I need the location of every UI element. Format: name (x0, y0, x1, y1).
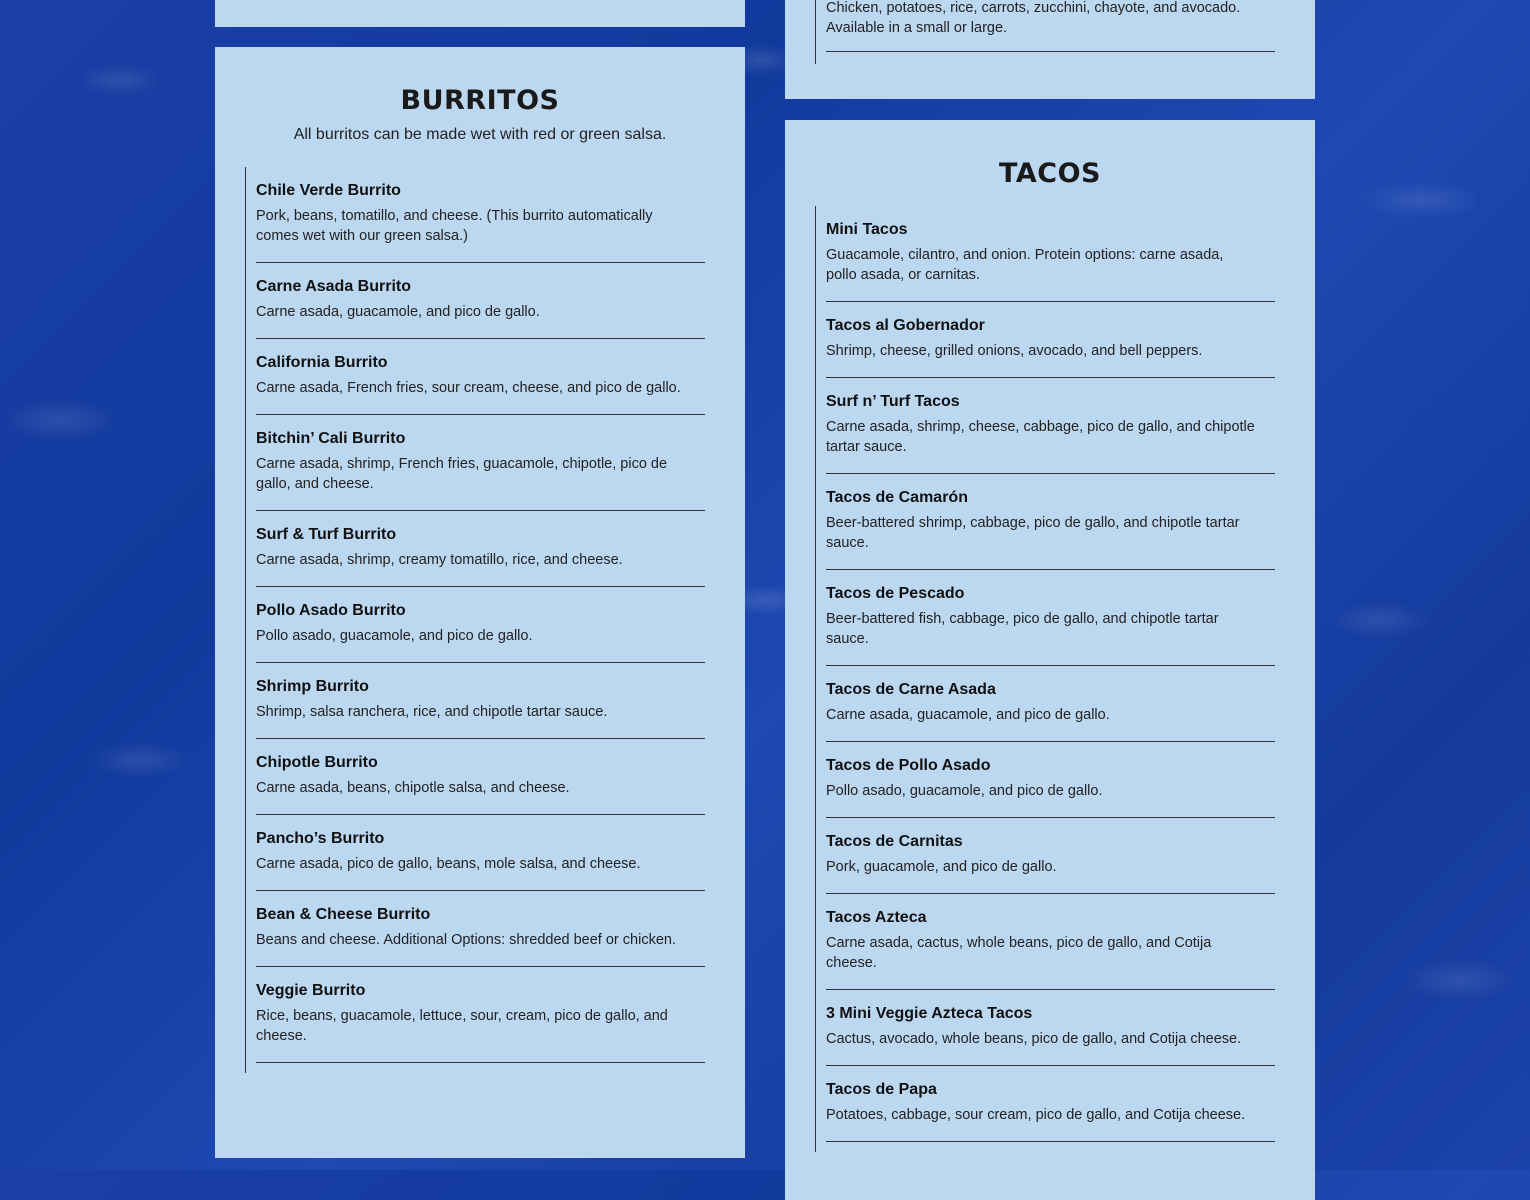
menu-item (256, 511, 705, 587)
item-name: Tacos Azteca (826, 909, 927, 926)
menu-item (826, 570, 1275, 666)
item-description: Beans and cheese. Additional Options: shredded beef or chicken. (256, 932, 676, 948)
item-name: Mini Tacos (826, 221, 908, 238)
item-description: Beer-battered fish, cabbage, pico de gallo, and chipotle tartar sauce. (826, 611, 1219, 647)
item-name: Tacos de Carne Asada (826, 681, 996, 698)
item-name: Shrimp Burrito (256, 678, 369, 695)
burritos-section (215, 47, 745, 1158)
menu-item (256, 415, 705, 511)
item-name: Tacos de Carnitas (826, 833, 963, 850)
item-description: Carne asada, cactus, whole beans, pico de gallo, and Cotija cheese. (826, 935, 1212, 971)
menu-item (256, 739, 705, 815)
list-end-spacer (816, 1142, 1275, 1152)
item-name: Pollo Asado Burrito (256, 602, 406, 619)
previous-menu-card (785, 0, 1315, 99)
menu-item (826, 990, 1275, 1066)
burritos-subtitle: All burritos can be made wet with red or green salsa. (293, 126, 667, 143)
list-end-spacer (246, 1063, 705, 1073)
item-description: Potatoes, cabbage, sour cream, pico de gallo, and Cotija cheese. (826, 1107, 1246, 1123)
item-description: Pork, beans, tomatillo, and cheese. (This burrito automatically comes wet with our green salsa.) (256, 208, 653, 244)
tacos-list (815, 206, 1275, 1152)
list-item (826, 0, 1275, 52)
menu-item (256, 263, 705, 339)
tacos-section (785, 120, 1315, 1200)
menu-item (256, 891, 705, 967)
item-description: Pollo asado, guacamole, and pico de gallo. (256, 628, 533, 644)
menu-item (826, 742, 1275, 818)
menu-item (826, 818, 1275, 894)
item-name: Chile Verde Burrito (256, 182, 401, 199)
item-description: Carne asada, shrimp, creamy tomatillo, rice, and cheese. (256, 552, 623, 568)
item-name: Tacos de Pescado (826, 585, 965, 602)
item-name: Surf & Turf Burrito (256, 526, 397, 543)
burritos-list (245, 167, 705, 1073)
item-description: Beer-battered shrimp, cabbage, pico de gallo, and chipotle tartar sauce. (826, 515, 1240, 551)
menu-item (826, 378, 1275, 474)
item-name: Pancho’s Burrito (256, 830, 385, 847)
item-description: Carne asada, beans, chipotle salsa, and cheese. (256, 780, 570, 796)
menu-item (826, 894, 1275, 990)
previous-menu-list (815, 0, 1275, 64)
item-name: Bean & Cheese Burrito (256, 906, 431, 923)
item-description: Chicken, potatoes, rice, carrots, zucchini, chayote, and avocado. Available in a small or large. (826, 0, 1241, 36)
menu-item (256, 339, 705, 415)
item-name: Bitchin’ Cali Burrito (256, 430, 406, 447)
item-name: Tacos de Camarón (826, 489, 968, 506)
menu-item (826, 666, 1275, 742)
item-description: Pollo asado, guacamole, and pico de gallo. (826, 783, 1103, 799)
item-description: Carne asada, French fries, sour cream, cheese, and pico de gallo. (256, 380, 681, 396)
menu-item (826, 474, 1275, 570)
item-name: Tacos al Gobernador (826, 317, 985, 334)
menu-item (826, 206, 1275, 302)
item-description: Rice, beans, guacamole, lettuce, sour, cream, pico de gallo, and cheese. (256, 1008, 668, 1044)
menu-item (826, 1066, 1275, 1142)
burritos-title: BURRITOS (400, 85, 560, 116)
item-description: Carne asada, shrimp, cheese, cabbage, pico de gallo, and chipotle tartar sauce. (826, 419, 1255, 455)
item-description: Guacamole, cilantro, and onion. Protein options: carne asada, pollo asada, or carnitas. (826, 247, 1224, 283)
menu-item (826, 302, 1275, 378)
menu-item (256, 587, 705, 663)
item-description: Carne asada, pico de gallo, beans, mole salsa, and cheese. (256, 856, 641, 872)
item-name: Veggie Burrito (256, 982, 366, 999)
menu-item (256, 167, 705, 263)
tacos-title: TACOS (999, 158, 1101, 189)
item-name: Surf n’ Turf Tacos (826, 393, 960, 410)
previous-section-card (215, 0, 745, 27)
item-name: Carne Asada Burrito (256, 278, 411, 295)
item-name: Tacos de Pollo Asado (826, 757, 991, 774)
item-description: Carne asada, guacamole, and pico de gallo. (826, 707, 1110, 723)
item-name: Chipotle Burrito (256, 754, 378, 771)
item-description: Pork, guacamole, and pico de gallo. (826, 859, 1057, 875)
item-name: Tacos de Papa (826, 1081, 937, 1098)
menu-item (256, 815, 705, 891)
menu-item (256, 663, 705, 739)
item-description: Cactus, avocado, whole beans, pico de gallo, and Cotija cheese. (826, 1031, 1242, 1047)
item-description: Carne asada, guacamole, and pico de gallo. (256, 304, 540, 320)
item-description: Shrimp, salsa ranchera, rice, and chipotle tartar sauce. (256, 704, 608, 720)
item-name: 3 Mini Veggie Azteca Tacos (826, 1005, 1033, 1022)
menu-item (256, 967, 705, 1063)
item-name: California Burrito (256, 354, 388, 371)
item-description: Shrimp, cheese, grilled onions, avocado, and bell peppers. (826, 343, 1203, 359)
item-description: Carne asada, shrimp, French fries, guacamole, chipotle, pico de gallo, and cheese. (256, 456, 668, 492)
